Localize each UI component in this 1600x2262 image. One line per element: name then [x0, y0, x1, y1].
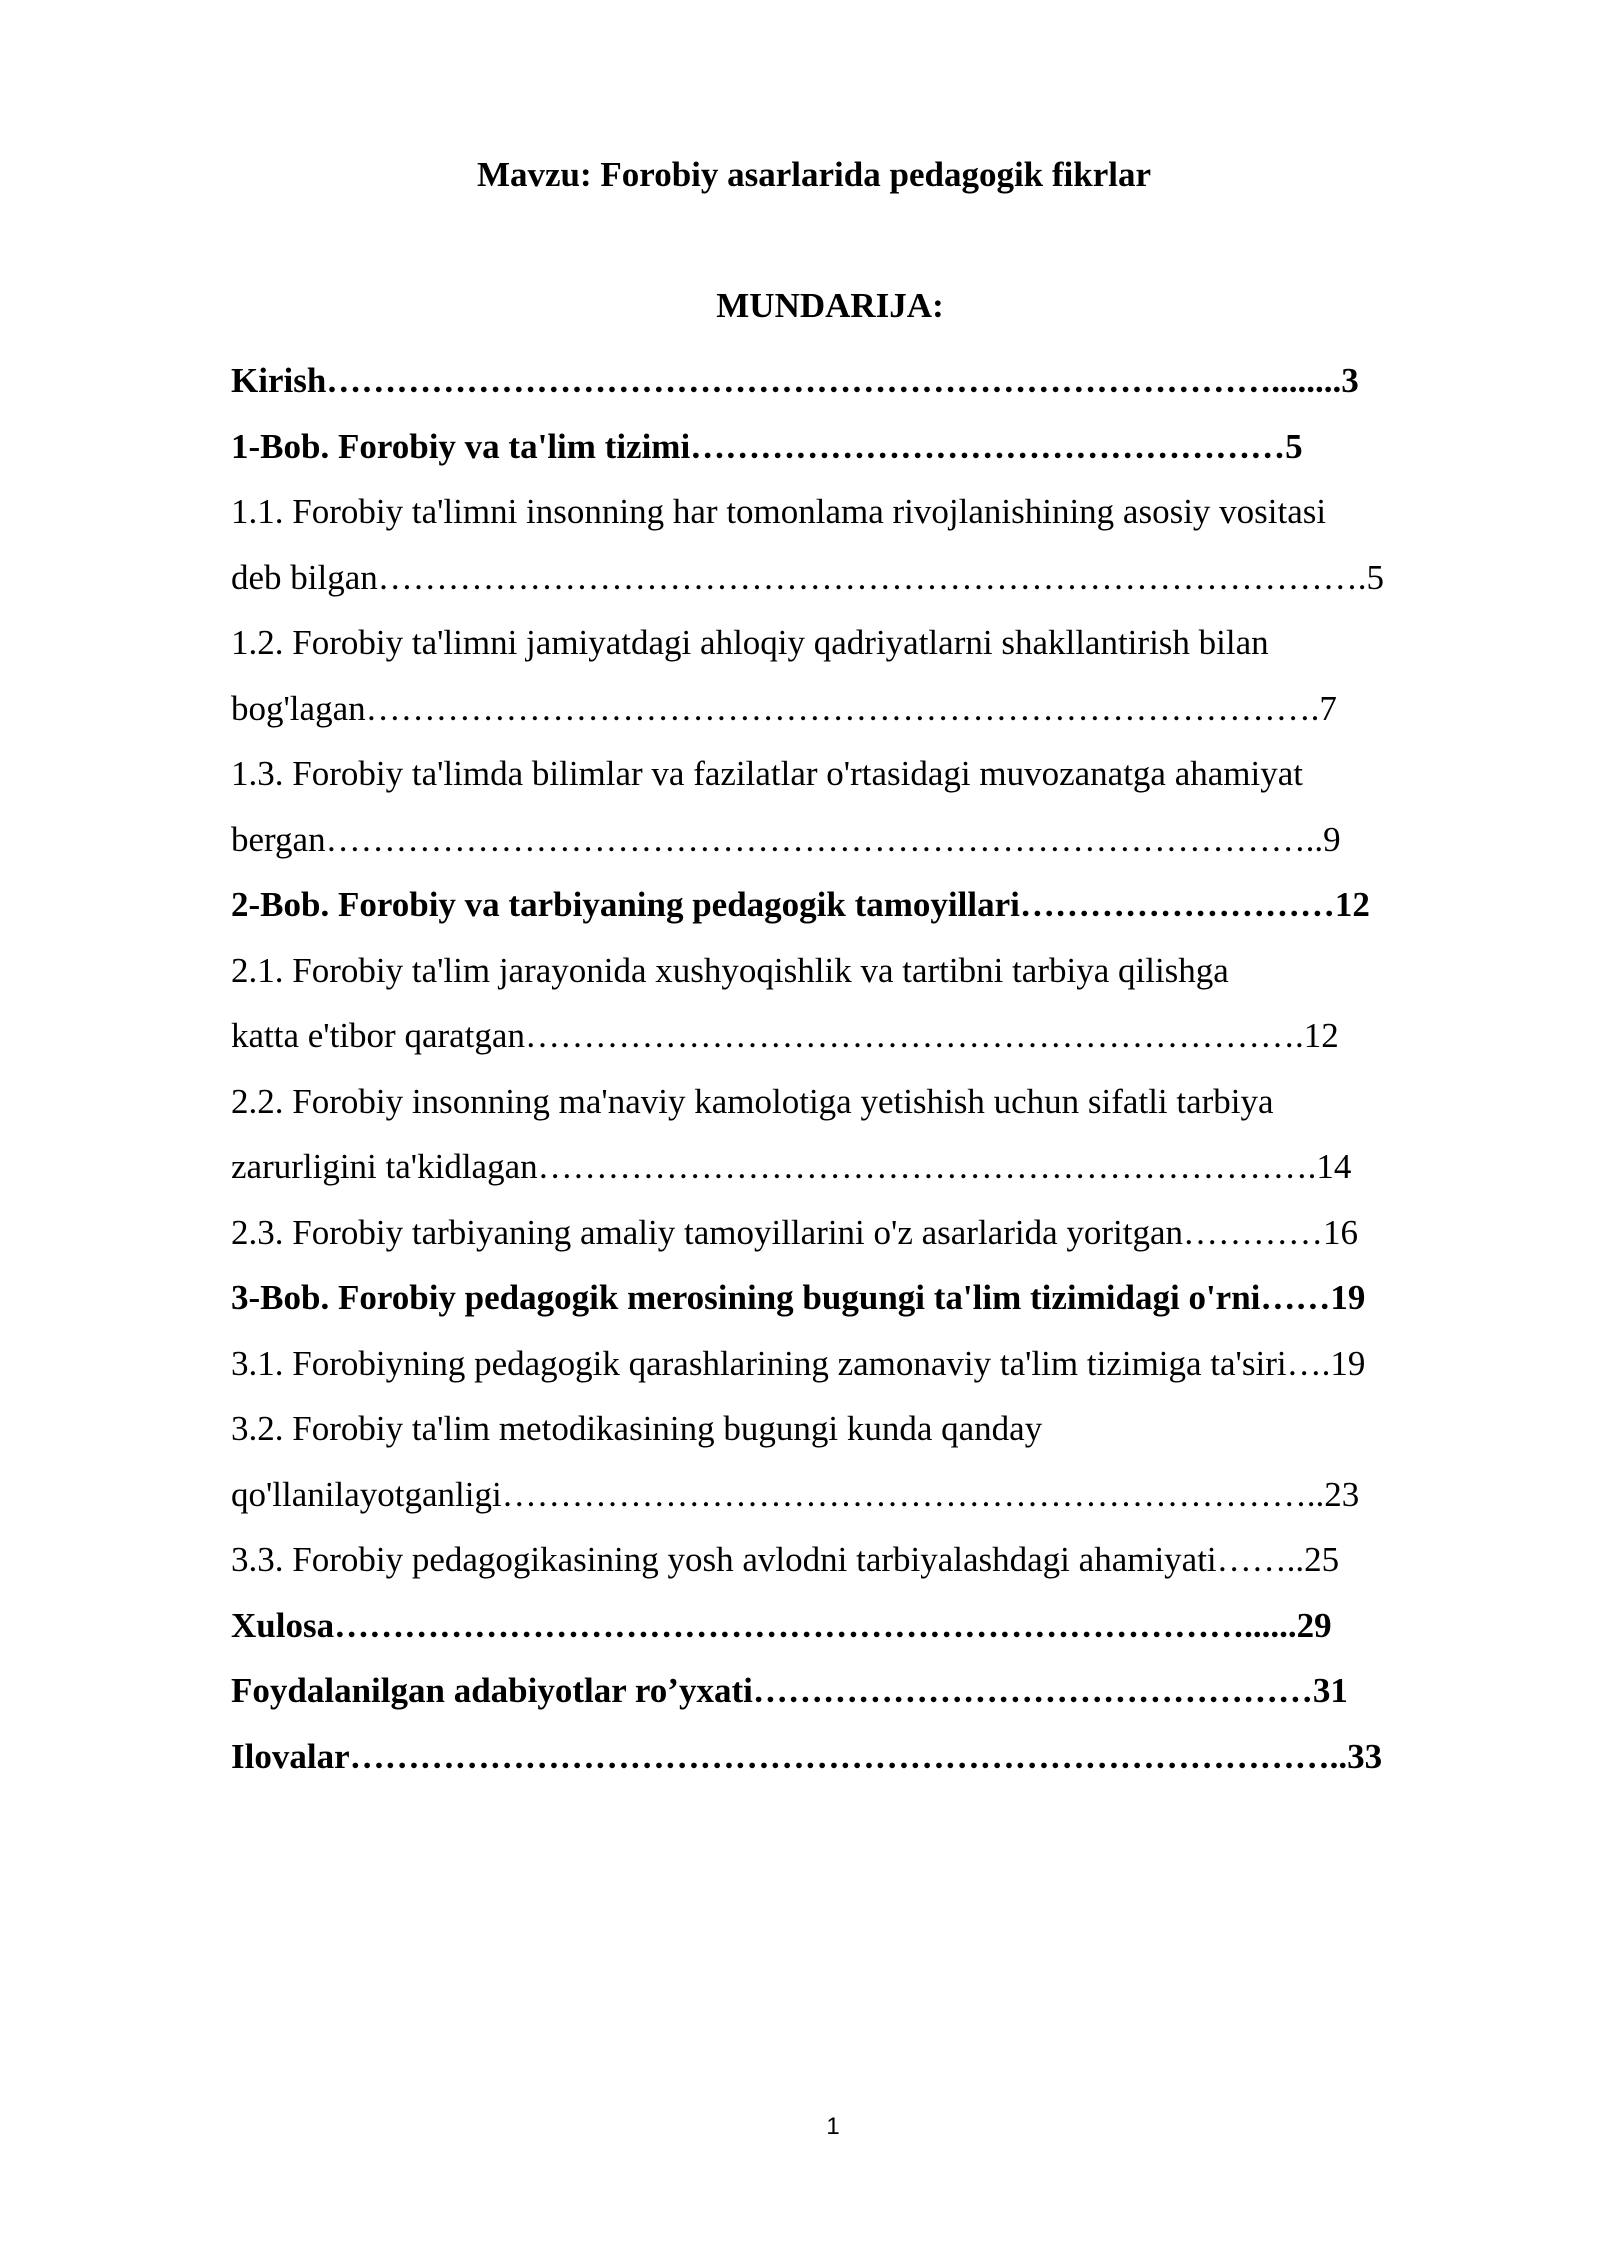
- toc-entry-line: Kirish………………………………………………………………………........3: [231, 361, 1359, 400]
- toc-entry-line: 3.1. Forobiyning pedagogik qarashlarining zamonaviy ta'lim tizimiga ta'siri….19: [231, 1343, 1366, 1383]
- toc-heading: MUNDARIJA:: [716, 286, 944, 325]
- topic-title: Mavzu: Forobiy asarlarida pedagogik fikrlar: [476, 155, 1152, 194]
- toc-entry-line: 1.3. Forobiy ta'limda bilimlar va fazilatlar o'rtasidagi muvozanatga ahamiyat: [231, 754, 1303, 793]
- toc-entry-line: bergan…………………………………………………………………………..9: [231, 819, 1341, 859]
- page-number: 1: [826, 2113, 840, 2140]
- toc-entry-line: qo'llanilayotganligi……………………………………………………………..23: [231, 1474, 1360, 1514]
- toc-entry-line: 1.1. Forobiy ta'limni insonning har tomonlama rivojlanishining asosiy vositasi: [231, 492, 1327, 531]
- toc-entry-line: 2.1. Forobiy ta'lim jarayonida xushyoqishlik va tartibni tarbiya qilishga: [231, 950, 1229, 990]
- toc-entry-line: 3.2. Forobiy ta'lim metodikasining bugungi kunda qanday: [231, 1409, 1043, 1448]
- toc-entry-line: Xulosa……………………………………………………………………......29: [231, 1605, 1332, 1645]
- toc-entry-line: 1-Bob. Forobiy va ta'lim tizimi……………………………………………5: [231, 426, 1303, 466]
- toc-entry-line: 1.2. Forobiy ta'limni jamiyatdagi ahloqiy qadriyatlarni shakllantirish bilan: [231, 623, 1269, 662]
- toc-entry-line: 2-Bob. Forobiy va tarbiyaning pedagogik tamoyillari………………………12: [231, 885, 1370, 924]
- toc-entry-line: deb bilgan………………………………………………………………………….5: [231, 557, 1385, 597]
- toc-entry-line: Ilovalar…………………………………………………………………………..33: [231, 1736, 1383, 1776]
- toc-entry-line: Foydalanilgan adabiyotlar ro’yxati…………………………………………31: [231, 1671, 1348, 1710]
- toc-entry-line: bog'lagan……………………………………………………………………….7: [231, 688, 1337, 728]
- table-of-contents: [231, 348, 1491, 1789]
- toc-entry-line: katta e'tibor qaratgan………………………………………………………….12: [231, 1016, 1339, 1055]
- toc-entry-line: 2.3. Forobiy tarbiyaning amaliy tamoyillarini o'z asarlarida yoritgan…………16: [231, 1212, 1359, 1252]
- toc-entry-line: zarurligini ta'kidlagan………………………………………………………….14: [231, 1147, 1352, 1186]
- toc-entry-line: 3-Bob. Forobiy pedagogik merosining bugungi ta'lim tizimidagi o'rni……19: [231, 1278, 1366, 1317]
- toc-entry-line: 3.3. Forobiy pedagogikasining yosh avlodni tarbiyalashdagi ahamiyati……..25: [231, 1540, 1340, 1579]
- toc-entry-line: 2.2. Forobiy insonning ma'naviy kamolotiga yetishish uchun sifatli tarbiya: [231, 1081, 1274, 1121]
